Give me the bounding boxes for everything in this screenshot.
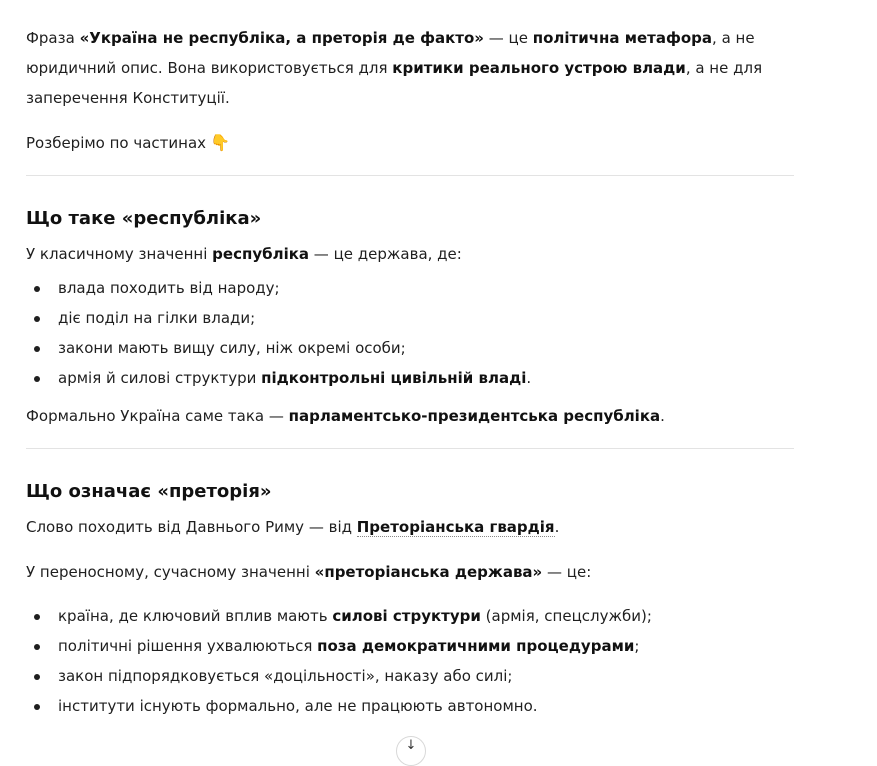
intro-text-4: , а не для заперечення Конституції. [26,59,763,107]
bullet-icon [34,674,40,680]
list-item-text: закони мають вищу силу, ніж окремі особи; [58,339,406,357]
republic-list [26,273,796,393]
list-item-text: влада походить від народу; [58,279,280,297]
list-item-bold: підконтрольні цивільній владі [261,369,527,387]
list-item [26,303,796,333]
praetoria-modern-paragraph [26,557,796,587]
intro-text-2: — це [483,29,533,47]
list-item-text: країна, де ключовий вплив мають [58,607,333,625]
intro-bold-critique: критики реального устрою влади [392,59,686,77]
bullet-icon [34,286,40,292]
pointing-down-icon: 👇 [210,133,230,152]
list-item [26,333,796,363]
bullet-icon [34,644,40,650]
intro-lead-text: Розберімо по частинах [26,134,207,152]
bullet-icon [34,316,40,322]
list-item-bold: поза демократичними процедурами [317,637,635,655]
section-heading-praetoria: Що означає «преторія» [26,481,272,502]
list-item [26,363,796,393]
bullet-icon [34,614,40,620]
scroll-to-bottom-button[interactable] [396,736,426,766]
list-item-text: інститути існують формально, але не працюють автономно. [58,697,538,715]
list-item [26,661,796,691]
intro-lead-paragraph [26,128,796,158]
praetoria-modern-text-1: У переносному, сучасному значенні [26,563,315,581]
republic-lead-text-1: У класичному значенні [26,245,213,263]
republic-closing-text-2: . [660,407,665,425]
list-item-text: (армія, спецслужби); [480,607,652,625]
praetoria-modern-bold: «преторіанська держава» [314,563,543,581]
intro-text-1: Фраза [26,29,80,47]
list-item [26,601,796,631]
intro-bold-metaphor: політична метафора [532,29,713,47]
list-item [26,631,796,661]
praetoria-origin-text-2: . [554,518,560,536]
list-item [26,691,796,721]
republic-closing-paragraph [26,401,796,431]
list-item-text: армія й силові структури [58,369,262,387]
praetoria-origin-paragraph [26,512,796,542]
list-item-text: закон підпорядковується «доцільності», наказу або силі; [58,667,513,685]
list-item [26,273,796,303]
intro-text-3: , а не юридичний опис. Вона використовується для [26,29,755,77]
section-heading-republic: Що таке «республіка» [26,208,262,229]
intro-quote-phrase: «Україна не республіка, а преторія де факто» [79,29,484,47]
praetoria-origin-text-1: Слово походить від Давнього Риму — від [26,518,357,536]
list-item-bold: силові структури [332,607,481,625]
list-item-text: ; [634,637,640,655]
republic-closing-bold: парламентсько-президентська республіка [288,407,661,425]
bullet-icon [34,346,40,352]
republic-lead-bold: республіка [212,245,310,263]
bullet-icon [34,376,40,382]
praetoria-list [26,601,796,721]
list-item-text: діє поділ на гілки влади; [58,309,256,327]
republic-lead-text-2: — це держава, де: [309,245,462,263]
praetoria-modern-text-2: — це: [542,563,592,581]
list-item-text: політичні рішення ухвалюються [58,637,318,655]
republic-lead-paragraph [26,239,796,269]
bullet-icon [34,704,40,710]
arrow-down-icon: ↓ [405,738,417,753]
section-divider [26,448,794,449]
list-item-text: . [526,369,532,387]
intro-paragraph [26,23,796,113]
praetorian-guard-link[interactable]: Преторіанська гвардія [356,518,555,536]
section-divider [26,175,794,176]
chat-message-body [26,23,796,721]
republic-closing-text-1: Формально Україна саме така — [26,407,289,425]
